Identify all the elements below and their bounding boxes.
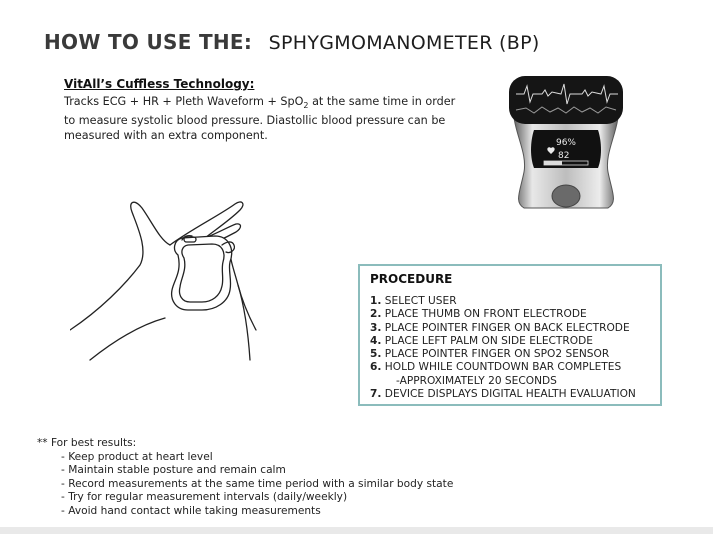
- technology-title: VitAll’s Cuffless Technology:: [64, 77, 255, 91]
- bp-device-image: [506, 72, 626, 217]
- side-electrode: [552, 185, 580, 207]
- list-item: - Maintain stable posture and remain calm: [61, 464, 286, 477]
- procedure-title: PROCEDURE: [370, 272, 453, 286]
- procedure-step-note: -APPROXIMATELY 20 SECONDS: [396, 374, 557, 387]
- hands-illustration: [70, 190, 280, 370]
- procedure-step: 5. PLACE POINTER FINGER ON SPO2 SENSOR: [370, 348, 610, 361]
- best-results-title: ** For best results:: [37, 437, 137, 449]
- best-results-list: [37, 451, 453, 519]
- technology-section: [64, 77, 464, 143]
- page-header: [44, 30, 540, 54]
- procedure-step: 2. PLACE THUMB ON FRONT ELECTRODE: [370, 308, 587, 321]
- heart-rate-readout: 82: [558, 151, 570, 161]
- list-item: - Avoid hand contact while taking measurements: [61, 504, 321, 517]
- procedure-step: 1. SELECT USER: [370, 295, 457, 307]
- best-results-notes: [37, 437, 453, 519]
- list-item: - Try for regular measurement intervals (daily/weekly): [61, 491, 348, 504]
- procedure-step: 7. DEVICE DISPLAYS DIGITAL HEALTH EVALUATION: [370, 388, 636, 401]
- procedure-step: 3. PLACE POINTER FINGER ON BACK ELECTRODE: [370, 321, 630, 334]
- procedure-step: 6. HOLD WHILE COUNTDOWN BAR COMPLETES -APPROXIMATELY 20 SECONDS: [370, 361, 660, 388]
- spo2-readout: 96%: [555, 138, 577, 148]
- procedure-box: [358, 264, 662, 406]
- list-item: - Record measurements at the same time period with a similar body state: [61, 477, 454, 490]
- technology-description: Tracks ECG + HR + Pleth Waveform + SpO$_2$ at the same time in order to measure systolic blood pressure. Diastollic blood pressure can be measured with an extra component.: [64, 95, 456, 143]
- device-screen: [531, 130, 601, 168]
- page-title-device: SPHYGMOMANOMETER (BP): [268, 32, 540, 54]
- list-item: - Keep product at heart level: [61, 450, 213, 463]
- procedure-step: 4. PLACE LEFT PALM ON SIDE ELECTRODE: [370, 334, 593, 347]
- page-title-bold: HOW TO USE THE:: [44, 30, 253, 54]
- procedure-steps: [370, 295, 660, 401]
- page-bottom-edge: [0, 527, 713, 534]
